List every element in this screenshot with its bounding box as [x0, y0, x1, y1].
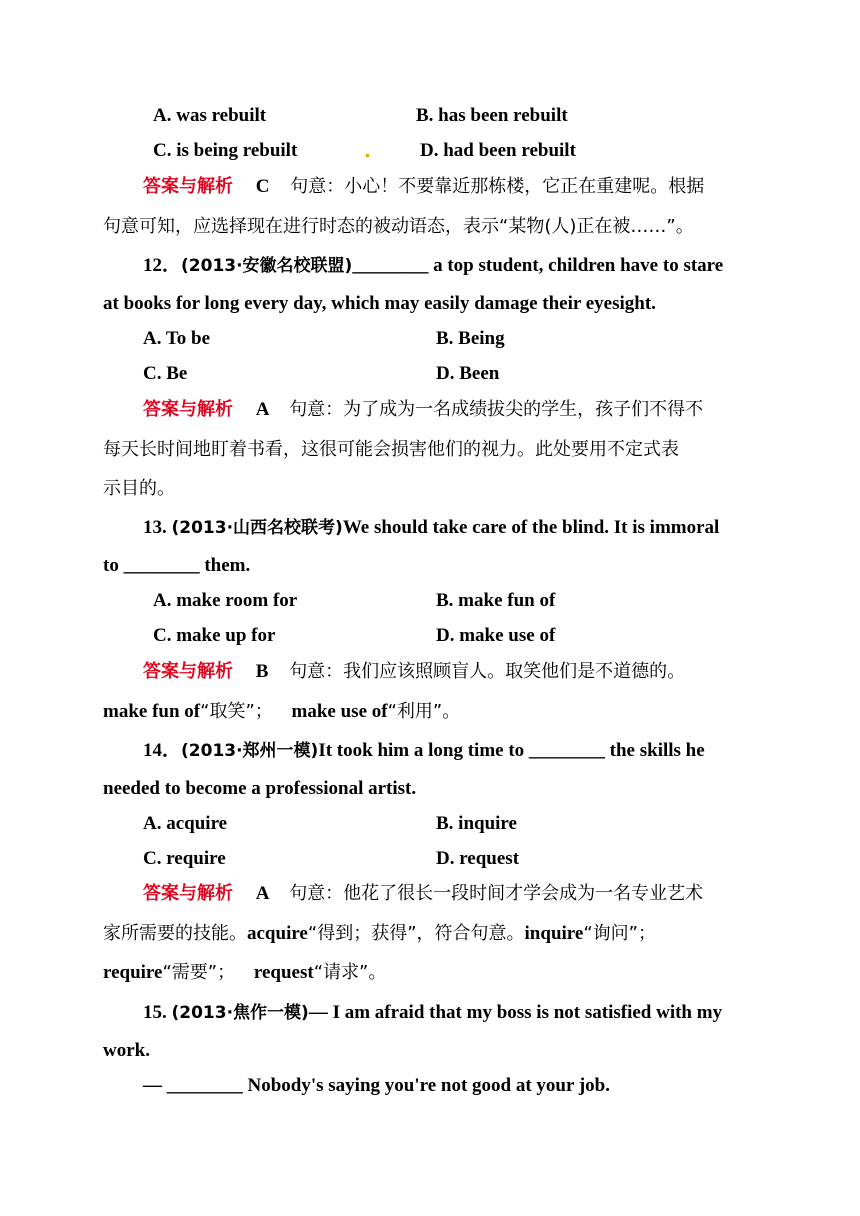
explanation-text: 每天长时间地盯着书看，这很可能会损害他们的视力。此处要用不定式表	[103, 439, 679, 460]
question-stem: ________ a top student, children have to stare	[352, 255, 724, 276]
question-number: 14．	[143, 740, 182, 761]
explanation-text: 句意：他花了很长一段时间才学会成为一名专业艺术	[289, 883, 704, 904]
q15-stem-line-3: — ________ Nobody's saying you're not good at your job.	[143, 1075, 610, 1096]
q12-option-a: A. To be	[143, 328, 211, 349]
question-source: (2013·焦作一模)	[171, 1003, 309, 1023]
answer-letter: A	[255, 883, 269, 904]
q12-option-b: B. Being	[436, 328, 505, 349]
q13-option-b: B. make fun of	[436, 590, 556, 611]
answer-label: 答案与解析	[143, 661, 233, 682]
q13-stem-line-2: to ________ them.	[103, 555, 251, 576]
q12-option-c: C. Be	[143, 363, 188, 384]
explanation-text: 句意：我们应该照顾盲人。取笑他们是不道德的。	[289, 661, 686, 682]
q14-stem-line-1	[143, 739, 705, 763]
answer-label: 答案与解析	[143, 399, 233, 420]
q12-explanation-line-2	[103, 438, 679, 462]
explanation-text: 句意：小心！不要靠近那栋楼，它正在重建呢。根据	[290, 176, 705, 197]
q12-stem-line-2: at books for long every day, which may easily damage their eyesight.	[103, 293, 656, 314]
english-term: make use of	[291, 701, 388, 722]
question-stem: It took him a long time to ________ the skills he	[318, 740, 705, 761]
english-term: request	[253, 962, 314, 983]
explanation-text: 句意：为了成为一名成绩拔尖的学生，孩子们不得不	[289, 399, 704, 420]
q15-stem-line-2: work.	[103, 1040, 150, 1061]
q13-option-a: A. make room for	[153, 590, 298, 611]
explanation-text: 示目的。	[103, 478, 175, 499]
answer-letter: A	[255, 399, 269, 420]
q15-stem-line-1	[143, 1001, 722, 1025]
explanation-text: “利用”。	[387, 701, 461, 722]
q12-option-d: D. Been	[436, 363, 500, 384]
answer-label: 答案与解析	[143, 883, 233, 904]
question-number: 15.	[143, 1002, 167, 1023]
explanation-text: 句意可知，应选择现在进行时态的被动语态，表示“某物(人)正在被……”。	[103, 216, 694, 237]
q14-answer-line	[143, 882, 703, 906]
question-number: 12．	[143, 255, 182, 276]
q14-explanation-line-2	[103, 922, 656, 946]
explanation-text: 家所需要的技能。	[103, 923, 247, 944]
english-term: inquire	[524, 923, 584, 944]
q14-stem-line-2: needed to become a professional artist.	[103, 778, 417, 799]
q13-stem-line-1	[143, 516, 719, 540]
q12-explanation-line-3	[103, 477, 175, 501]
question-source: (2013·郑州一模)	[181, 741, 319, 761]
explanation-text: “请求”。	[313, 962, 387, 983]
q11-option-b: B. has been rebuilt	[416, 105, 568, 126]
q13-option-d: D. make use of	[436, 625, 556, 646]
q11-option-a: A. was rebuilt	[153, 105, 267, 126]
explanation-text: “得到；获得”，符合句意。	[307, 923, 525, 944]
q13-option-c: C. make up for	[153, 625, 276, 646]
english-term: acquire	[247, 923, 308, 944]
question-stem: We should take care of the blind. It is immoral	[342, 517, 720, 538]
question-number: 13.	[143, 517, 167, 538]
q13-answer-line	[143, 660, 685, 684]
q14-option-c: C. require	[143, 848, 226, 869]
answer-letter: C	[255, 176, 270, 197]
q14-option-a: A. acquire	[143, 813, 228, 834]
question-source: (2013·安徽名校联盟)	[181, 256, 353, 276]
q13-explanation-line-2	[103, 700, 460, 724]
q14-option-b: B. inquire	[436, 813, 517, 834]
q12-answer-line	[143, 398, 703, 422]
answer-label: 答案与解析	[143, 176, 233, 197]
stray-dot	[366, 154, 369, 157]
q11-explanation-line-2	[103, 215, 694, 239]
english-term: make fun of	[103, 701, 201, 722]
q12-stem-line-1	[143, 254, 723, 278]
q11-option-d: D. had been rebuilt	[420, 140, 576, 161]
explanation-text: “需要”；	[162, 962, 236, 983]
q14-explanation-line-3	[103, 961, 386, 985]
explanation-text: “询问”；	[583, 923, 656, 944]
explanation-text: “取笑”；	[200, 701, 273, 722]
q14-option-d: D. request	[436, 848, 520, 869]
answer-letter: B	[255, 661, 269, 682]
q11-option-c: C. is being rebuilt	[153, 140, 298, 161]
question-stem: — I am afraid that my boss is not satisfied with my	[308, 1002, 723, 1023]
q11-answer-line	[143, 175, 704, 199]
english-term: require	[103, 962, 163, 983]
question-source: (2013·山西名校联考)	[171, 518, 343, 538]
